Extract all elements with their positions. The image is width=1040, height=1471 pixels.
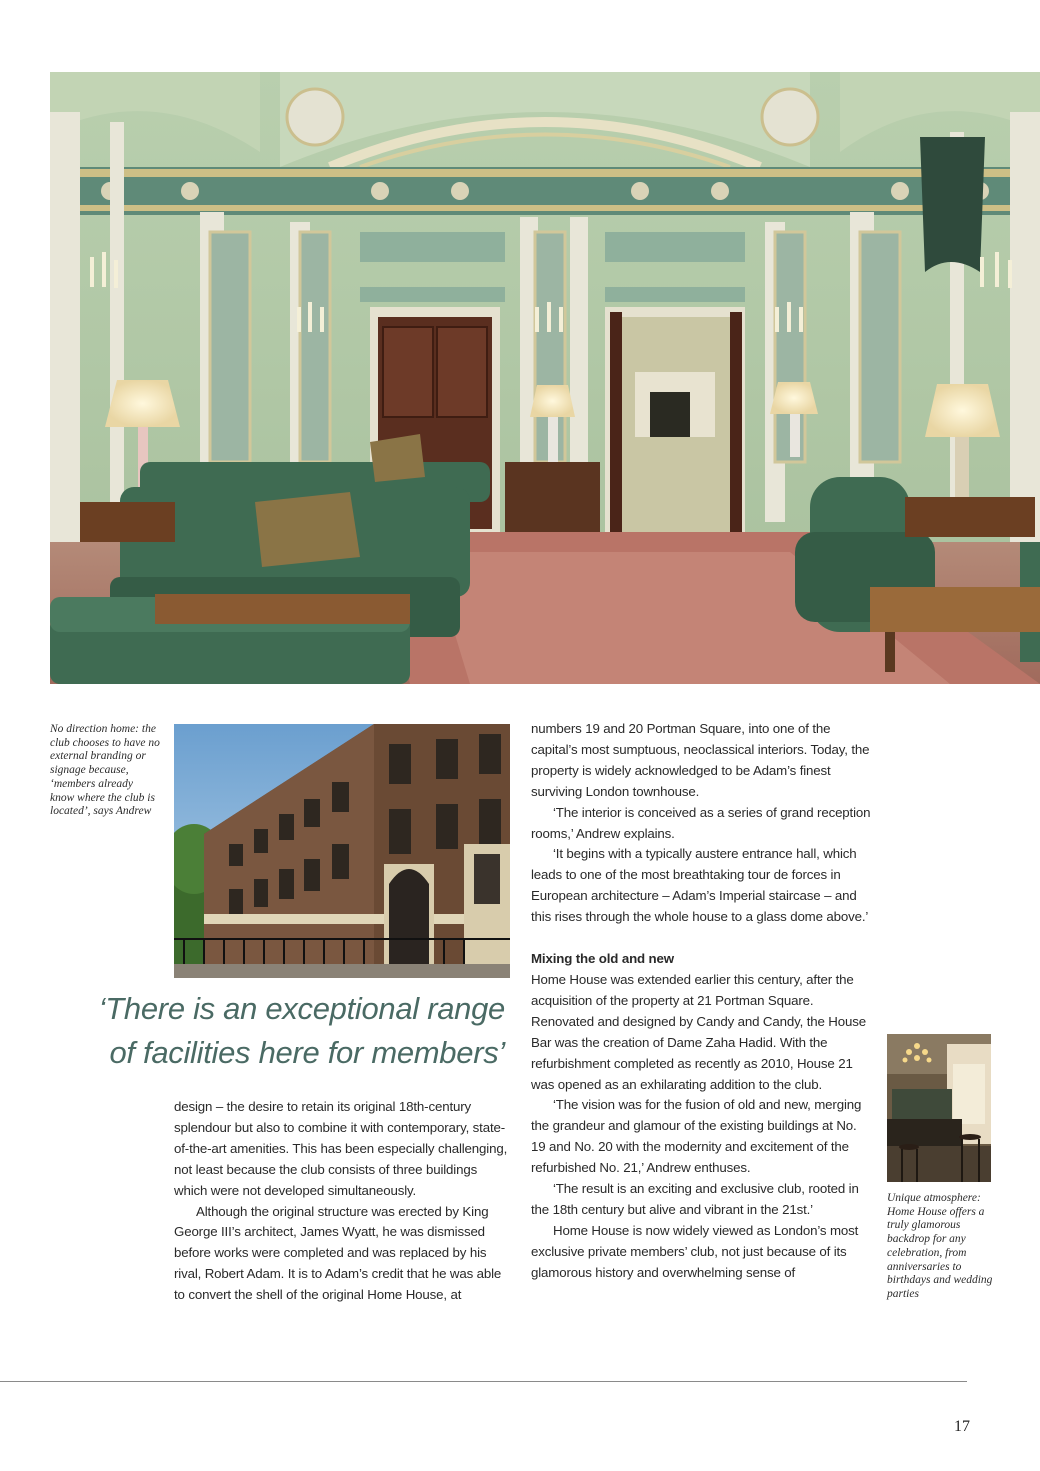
paragraph: ‘It begins with a typically austere entrance hall, which leads to one of the most breathtaking tour de forces in European architecture – Adam’s Imperial staircase – and this rises through the whole house to a glass dome above.’ (531, 846, 869, 925)
hero-photo (50, 72, 1040, 684)
article-column-2 (531, 719, 871, 1284)
pull-quote: ‘There is an exceptional range of facilities here for members’ (98, 991, 505, 1070)
bar-photo (887, 1034, 991, 1182)
paragraph: Although the original structure was erected by King George III’s architect, James Wyatt, he was dismissed before works were completed and was replaced by his rival, Robert Adam. It is to Adam’s credit that he was able to convert the shell of the original Home House, at (174, 1203, 502, 1303)
caption-street-photo: No direction home: the club chooses to have no external branding or signage because, ‘members already know where the club is located’, says Andrew (50, 723, 160, 818)
interior-illustration (50, 72, 1040, 684)
paragraph: Home House is now widely viewed as London’s most exclusive private members’ club, not just because of its glamorous history and overwhelming sense of (531, 1222, 859, 1280)
street-photo (174, 724, 510, 978)
paragraph: ‘The interior is conceived as a series of grand reception rooms,’ Andrew explains. (531, 804, 871, 841)
paragraph: numbers 19 and 20 Portman Square, into one of the capital’s most sumptuous, neoclassical interiors. Today, the property is widely acknowledged to be Adam’s finest surviving London townhouse. (531, 721, 870, 799)
page-number: 17 (954, 1418, 970, 1435)
bar-illustration (887, 1034, 991, 1182)
paragraph: Home House was extended earlier this century, after the acquisition of the property at 21 Portman Square. Renovated and designed by Candy and Candy, the House Bar was the creation of Dame Zaha Hadid. With the refurbishment completed as recently as 2010, House 21 was opened as an exhilarating addition to the club. (531, 971, 866, 1092)
caption-bar-photo: Unique atmosphere: Home House offers a truly glamorous backdrop for any celebration, from anniversaries to birthdays and wedding parties (887, 1192, 993, 1300)
paragraph: design – the desire to retain its original 18th-century splendour but also to combine it with contemporary, state-of-the-art amenities. This has been especially challenging, not least because the club consists of three buildings which were not developed simultaneously. (174, 1099, 508, 1198)
townhouse-illustration (174, 724, 510, 978)
section-heading: Mixing the old and new (531, 951, 674, 967)
paragraph: ‘The result is an exciting and exclusive club, rooted in the 18th century but alive and vibrant in the 21st.’ (531, 1181, 859, 1217)
footer-rule (0, 1381, 967, 1382)
article-column-1 (174, 1097, 510, 1306)
paragraph: ‘The vision was for the fusion of old and new, merging the grandeur and glamour of the existing buildings at No. 19 and No. 20 with the modernity and excitement of the refurbished No. 21,’ Andrew enthuses. (531, 1097, 862, 1176)
